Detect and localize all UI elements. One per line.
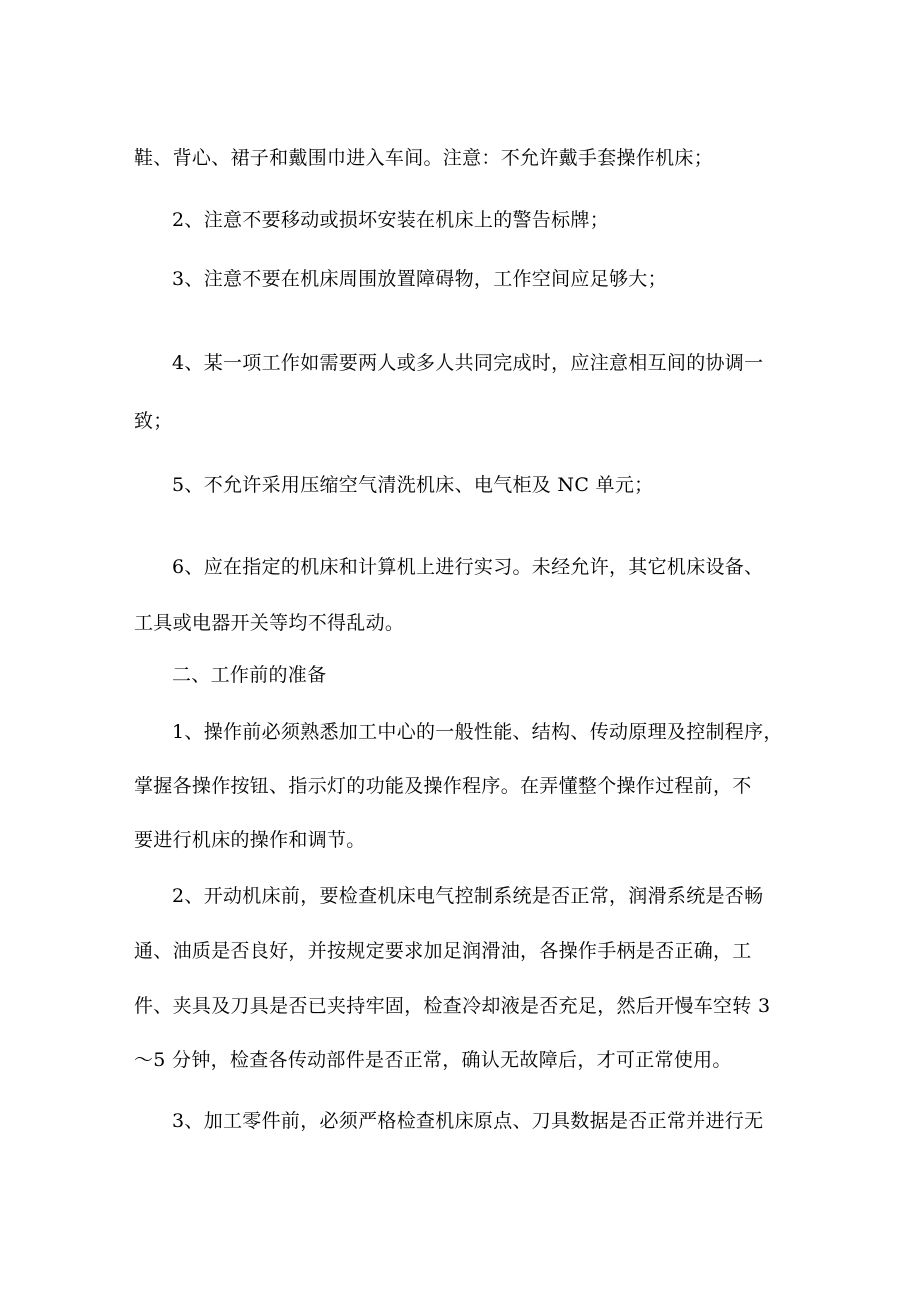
text-line: 件、夹具及刀具是否已夹持牢固，检查冷却液是否充足，然后开慢车空转 3 [134, 995, 771, 1017]
text-line: 5、不允许采用压缩空气清洗机床、电气柜及 NC 单元； [172, 474, 654, 496]
text-line: 掌握各操作按钮、指示灯的功能及操作程序。在弄懂整个操作过程前，不 [134, 775, 752, 797]
text-line: 6、应在指定的机床和计算机上进行实习。未经允许，其它机床设备、 [172, 556, 764, 578]
text-line: 3、注意不要在机床周围放置障碍物，工作空间应足够大； [172, 268, 667, 290]
text-line: 1、操作前必须熟悉加工中心的一般性能、结构、传动原理及控制程序， [172, 721, 783, 743]
text-line: 2、注意不要移动或损坏安装在机床上的警告标牌； [172, 209, 609, 231]
text-line: 3、加工零件前，必须严格检查机床原点、刀具数据是否正常并进行无 [172, 1110, 764, 1132]
text-line: ～5 分钟，检查各传动部件是否正常，确认无故障后，才可正常使用。 [134, 1049, 732, 1071]
text-line: 致； [134, 410, 173, 432]
text-line: 工具或电器开关等均不得乱动。 [134, 612, 405, 634]
text-line: 2、开动机床前，要检查机床电气控制系统是否正常，润滑系统是否畅 [172, 885, 764, 907]
text-line: 4、某一项工作如需要两人或多人共同完成时，应注意相互间的协调一 [172, 352, 764, 374]
text-line: 要进行机床的操作和调节。 [134, 829, 366, 851]
text-line: 通、油质是否良好，并按规定要求加足润滑油，各操作手柄是否正确，工 [134, 940, 752, 962]
section-heading: 二、工作前的准备 [172, 664, 327, 686]
text-line: 鞋、背心、裙子和戴围巾进入车间。注意：不允许戴手套操作机床； [134, 147, 714, 169]
